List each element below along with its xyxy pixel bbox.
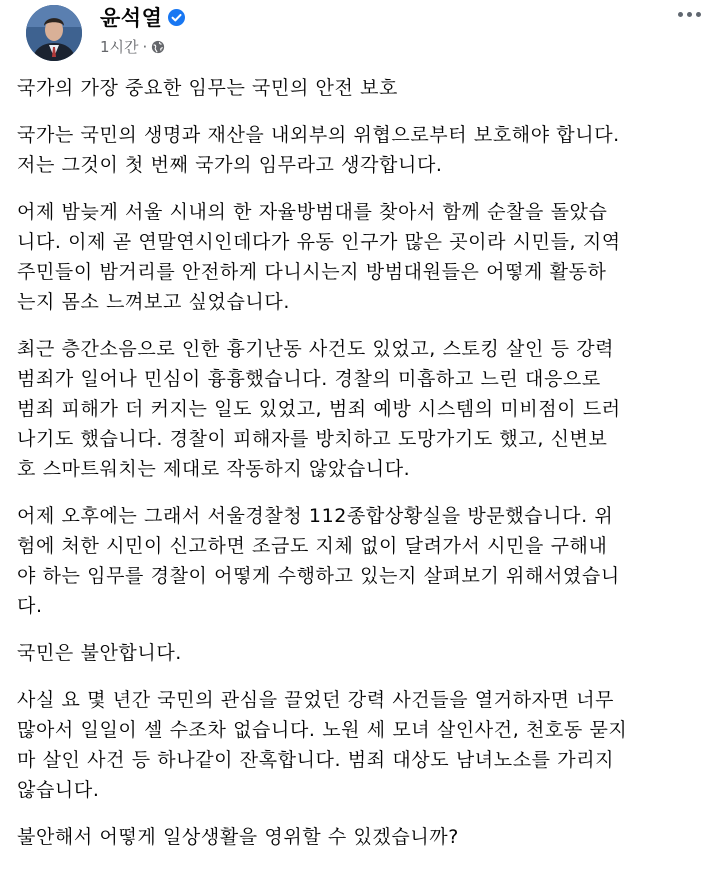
post-paragraph (17, 197, 713, 317)
post-header (16, 0, 715, 66)
post-body (17, 73, 713, 869)
post-text-line: 많아서 일일이 셀 수조차 없습니다. 노원 세 모녀 살인사건, 천호동 묻지 (17, 719, 628, 741)
dot-icon (678, 12, 683, 17)
post-paragraph (17, 73, 713, 103)
post-text-line: 니다. 이제 곧 연말연시인데다가 유동 인구가 많은 곳이라 시민들, 지역 (17, 231, 621, 253)
post-text-line: 는지 몸소 느껴보고 싶었습니다. (17, 291, 290, 313)
post-text-line: 않습니다. (17, 779, 100, 801)
post-text-line: 불안해서 어떻게 일상생활을 영위할 수 있겠습니까? (17, 826, 459, 848)
author-name[interactable]: 윤석열 (100, 6, 163, 30)
dot-icon (687, 12, 692, 17)
meta-separator: · (142, 37, 148, 56)
dot-icon (696, 12, 701, 17)
post-text-line: 국가는 국민의 생명과 재산을 내외부의 위협으로부터 보호해야 합니다. (17, 124, 620, 146)
post-text-line: 나기도 했습니다. 경찰이 피해자를 방치하고 도망가기도 했고, 신변보 (17, 428, 608, 450)
post-text-line: 저는 그것이 첫 번째 국가의 임무라고 생각합니다. (17, 154, 443, 176)
post-paragraph (17, 685, 713, 805)
post-text-line: 국가의 가장 중요한 임무는 국민의 안전 보호 (17, 77, 399, 99)
avatar[interactable] (26, 5, 82, 61)
post-text-line: 어제 밤늦게 서울 시내의 한 자율방범대를 찾아서 함께 순찰을 돌았습 (17, 201, 608, 223)
author-row (100, 2, 185, 32)
post-meta (100, 36, 165, 57)
verified-badge-icon (168, 9, 185, 26)
post-text-line: 어제 오후에는 그래서 서울경찰청 112종합상황실을 방문했습니다. 위 (17, 505, 614, 527)
post-paragraph (17, 334, 713, 484)
post-timestamp[interactable]: 1시간 (100, 38, 139, 56)
post-text-line: 사실 요 몇 년간 국민의 관심을 끌었던 강력 사건들을 열거하자면 너무 (17, 689, 615, 711)
post-text-line: 범죄 피해가 더 커지는 일도 있었고, 범죄 예방 시스템의 미비점이 드러 (17, 398, 621, 420)
post-paragraph (17, 638, 713, 668)
globe-icon[interactable] (151, 40, 165, 54)
post-text-line: 험에 처한 시민이 신고하면 조금도 지체 없이 달려가서 시민을 구해내 (17, 535, 608, 557)
post-paragraph (17, 120, 713, 180)
post-paragraph (17, 822, 713, 852)
post-text-line: 야 하는 임무를 경찰이 어떻게 수행하고 있는지 살펴보기 위해서였습니 (17, 565, 620, 587)
post-text-line: 호 스마트워치는 제대로 작동하지 않았습니다. (17, 458, 411, 480)
post-text-line: 마 살인 사건 등 하나같이 잔혹합니다. 범죄 대상도 남녀노소를 가리지 (17, 749, 615, 771)
post-text-line: 국민은 불안합니다. (17, 642, 182, 664)
post-paragraph (17, 501, 713, 621)
post-text-line: 주민들이 밤거리를 안전하게 다니시는지 방범대원들은 어떻게 활동하 (17, 261, 607, 283)
post-text-line: 다. (17, 595, 43, 617)
post-text-line: 최근 층간소음으로 인한 흉기난동 사건도 있었고, 스토킹 살인 등 강력 (17, 338, 615, 360)
post-text-line: 범죄가 일어나 민심이 흉흉했습니다. 경찰의 미흡하고 느린 대응으로 (17, 368, 601, 390)
avatar-photo (26, 5, 82, 61)
more-options-button[interactable] (678, 12, 701, 17)
